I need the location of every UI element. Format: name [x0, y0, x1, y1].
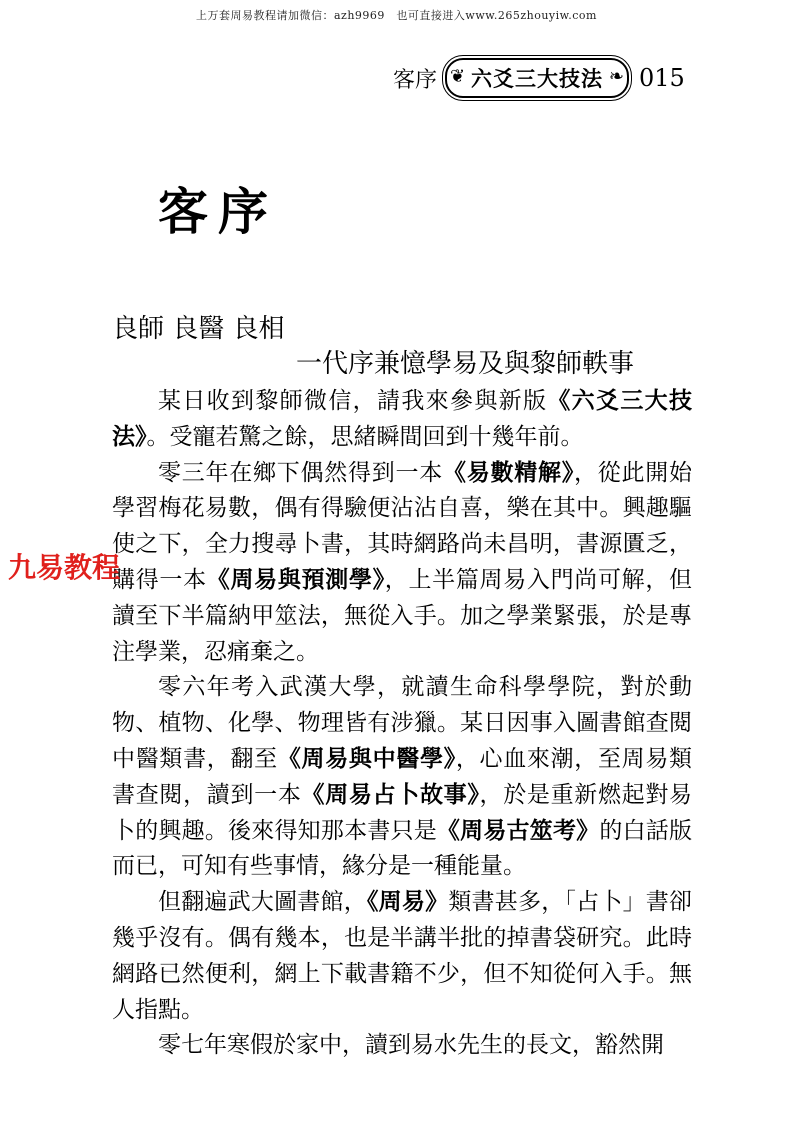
- paragraph: [112, 384, 692, 456]
- paragraph: [112, 1028, 692, 1064]
- running-head-cartouche: [445, 58, 629, 98]
- page-number: 015: [639, 64, 685, 92]
- book-title-citation: 《周易》: [366, 889, 449, 916]
- paragraph-text: 零七年寒假於家中，讀到易水先生的長文，豁然開: [158, 1032, 664, 1059]
- paragraph-text: ，心血來潮，至周易類書查閱，讀到一本: [112, 745, 692, 808]
- paragraph-text: 零三年在鄉下偶然得到一本: [158, 459, 443, 486]
- scroll-ornament-left-icon: ❦: [450, 66, 466, 87]
- essay-body: [112, 384, 692, 1064]
- book-title-citation: 《周易占卜故事》: [301, 781, 480, 808]
- top-note: 上万套周易教程请加微信：azh9969 也可直接进入www.265zhouyiw.com: [195, 9, 597, 22]
- paragraph: [112, 670, 692, 885]
- book-title-citation: 《易數精解》: [443, 459, 574, 486]
- book-title-citation: 《周易與預測學》: [206, 566, 385, 593]
- paragraph-text: ，於是重新燃起對易卜的興趣。後來得知那本書只是: [112, 781, 692, 844]
- paragraph-text: 某日收到黎師微信，請我來參與新版: [158, 388, 548, 414]
- watermark-logo: 九易教程: [8, 551, 121, 584]
- running-head-section: 客序: [393, 67, 438, 93]
- paragraph-text: 。受寵若驚之餘，思緒瞬間回到十幾年前。: [146, 423, 584, 450]
- scroll-ornament-right-icon: ❧: [608, 66, 625, 87]
- paragraph-text: 但翻遍武大圖書館，: [158, 889, 367, 916]
- book-title-citation: 《周易古筮考》: [436, 817, 600, 844]
- paragraph-text: 零六年考入武漢大學，就讀生命科學學院，對於動物、植物、化學、物理皆有涉獵。某日因事入圖書館查閱中醫類書，翻至: [112, 674, 692, 772]
- running-head: [393, 58, 685, 98]
- paragraph: [112, 456, 692, 671]
- chapter-title: 客序: [158, 182, 278, 241]
- paragraph: [112, 885, 692, 1028]
- running-head-book-title: 六爻三大技法: [471, 66, 604, 91]
- paragraph-text: 類書甚多，「占卜」書卻幾乎沒有。偶有幾本，也是半講半批的掉書袋研究。此時網路已然便利，網上下載書籍不少，但不知從何入手。無人指點。: [112, 889, 693, 1023]
- essay-title: 良師 良醫 良相: [112, 314, 285, 344]
- essay-subtitle: 一代序兼憶學易及與黎師軼事: [296, 349, 635, 379]
- book-title-citation: 《六爻三大技法》: [112, 388, 693, 450]
- paragraph-text: ，上半篇周易入門尚可解，但讀至下半篇納甲筮法，無從入手。加之學業緊張，於是專注學業，忍痛棄之。: [112, 566, 692, 665]
- paragraph-text: 的白話版而已，可知有些事情，緣分是一種能量。: [112, 817, 693, 880]
- paragraph-text: ，從此開始學習梅花易數，偶有得驗便沾沾自喜，樂在其中。興趣驅使之下，全力搜尋卜書，其時網路尚未昌明，書源匱乏，購得一本: [112, 459, 692, 593]
- book-title-citation: 《周易與中醫學》: [277, 745, 456, 772]
